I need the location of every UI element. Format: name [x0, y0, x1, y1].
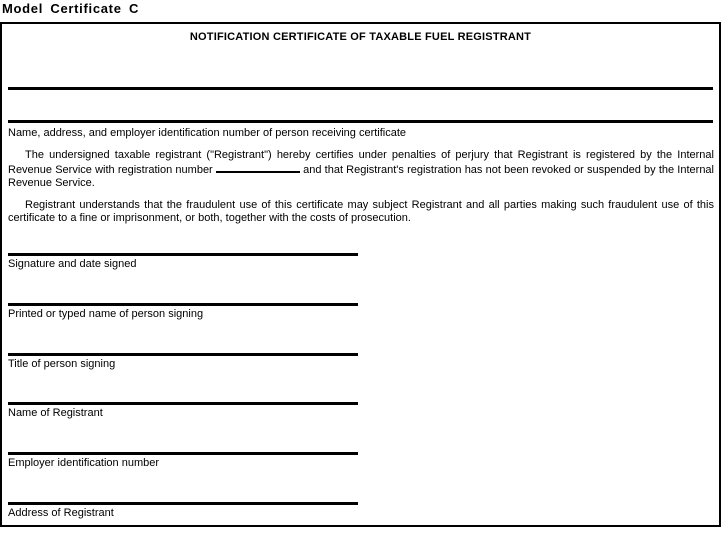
title-line[interactable]	[8, 353, 358, 356]
certification-paragraph	[8, 149, 714, 190]
registration-number-blank[interactable]	[216, 162, 300, 173]
document-title: Model Certificate C	[2, 1, 140, 16]
registrant-name-line[interactable]	[8, 402, 358, 405]
field-title	[8, 353, 360, 370]
registrant-address-line[interactable]	[8, 502, 358, 505]
field-registrant-name	[8, 402, 360, 419]
certificate-heading: NOTIFICATION CERTIFICATE OF TAXABLE FUEL REGISTRANT	[189, 31, 532, 43]
certification-text-before-blank: The undersigned taxable registrant ("Registrant") hereby certifies under penalties of perjury that Registrant is registered by the Internal Revenue Service with registration number	[8, 149, 714, 176]
field-ein	[8, 452, 360, 469]
printed-name-label: Printed or typed name of person signing	[8, 308, 204, 320]
signature-date-label: Signature and date signed	[8, 258, 137, 270]
registrant-name-label: Name of Registrant	[8, 407, 103, 419]
recipient-writein-line-2[interactable]	[8, 120, 713, 123]
field-printed-name	[8, 303, 360, 320]
printed-name-line[interactable]	[8, 303, 358, 306]
field-signature-date	[8, 253, 360, 270]
ein-line[interactable]	[8, 452, 358, 455]
ein-label: Employer identification number	[8, 457, 160, 469]
certification-text-after-blank: and that Registrant's registration has not been revoked or suspended by the Internal Revenue Service.	[8, 164, 714, 189]
title-label: Title of person signing	[8, 358, 116, 370]
signature-date-line[interactable]	[8, 253, 358, 256]
certificate-box	[0, 22, 721, 527]
fraud-warning-paragraph: Registrant understands that the fraudulent use of this certificate may subject Registrant and all parties making such fraudulent use of this certificate to a fine or imprisonment, or both, together with the costs of prosecution.	[8, 199, 714, 224]
recipient-writein-line-1[interactable]	[8, 87, 713, 90]
registrant-address-label: Address of Registrant	[8, 507, 114, 519]
recipient-label: Name, address, and employer identification number of person receiving certificate	[8, 127, 407, 139]
field-registrant-address	[8, 502, 360, 519]
